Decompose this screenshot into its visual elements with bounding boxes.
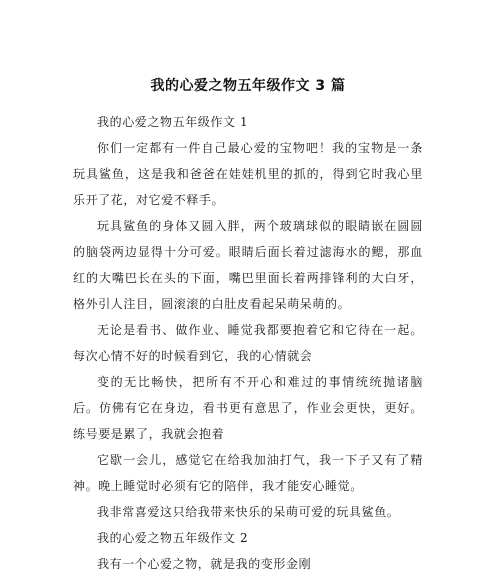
paragraph: 它歇一会儿，感觉它在给我加油打气，我一下子又有了精神。晚上睡觉时必须有它的陪伴，我才能安心睡觉。 <box>73 453 423 493</box>
paragraph: 你们一定都有一件自己最心爱的宝物吧！我的宝物是一条玩具鲨鱼，这是我和爸爸在娃娃机里的抓的，得到它时我心里乐开了花，对它爱不释手。 <box>73 141 423 207</box>
essay-heading-2: 我的心爱之物五年级作文 2 <box>97 531 249 545</box>
paragraph: 变的无比畅快，把所有不开心和难过的事情统统抛诸脑后。仿佛有它在身边，看书更有意思了，作业会更快，更好。练号要是累了，我就会抱着 <box>73 375 423 441</box>
document-body <box>73 109 423 577</box>
paragraph: 玩具鲨鱼的身体又圆入胖，两个玻璃球似的眼睛嵌在圆圆的脑袋两边显得十分可爱。眼睛后面长着过滤海水的鳃，那血红的大嘴巴长在头的下面，嘴巴里面长着两排锋利的大白牙，格外引人注目，圆滚滚的白肚皮看起呆萌呆萌的。 <box>73 219 423 311</box>
paragraph: 我非常喜爱这只给我带来快乐的呆萌可爱的玩具鲨鱼。 <box>97 505 400 519</box>
essay-heading-1: 我的心爱之物五年级作文 1 <box>97 115 249 129</box>
paragraph: 无论是看书、做作业、睡觉我都要抱着它和它待在一起。每次心情不好的时候看到它，我的心情就会 <box>73 323 423 363</box>
paragraph: 我有一个心爱之物，就是我的变形金刚 <box>97 557 312 571</box>
document-title: 我的心爱之物五年级作文 3 篇 <box>150 78 346 94</box>
